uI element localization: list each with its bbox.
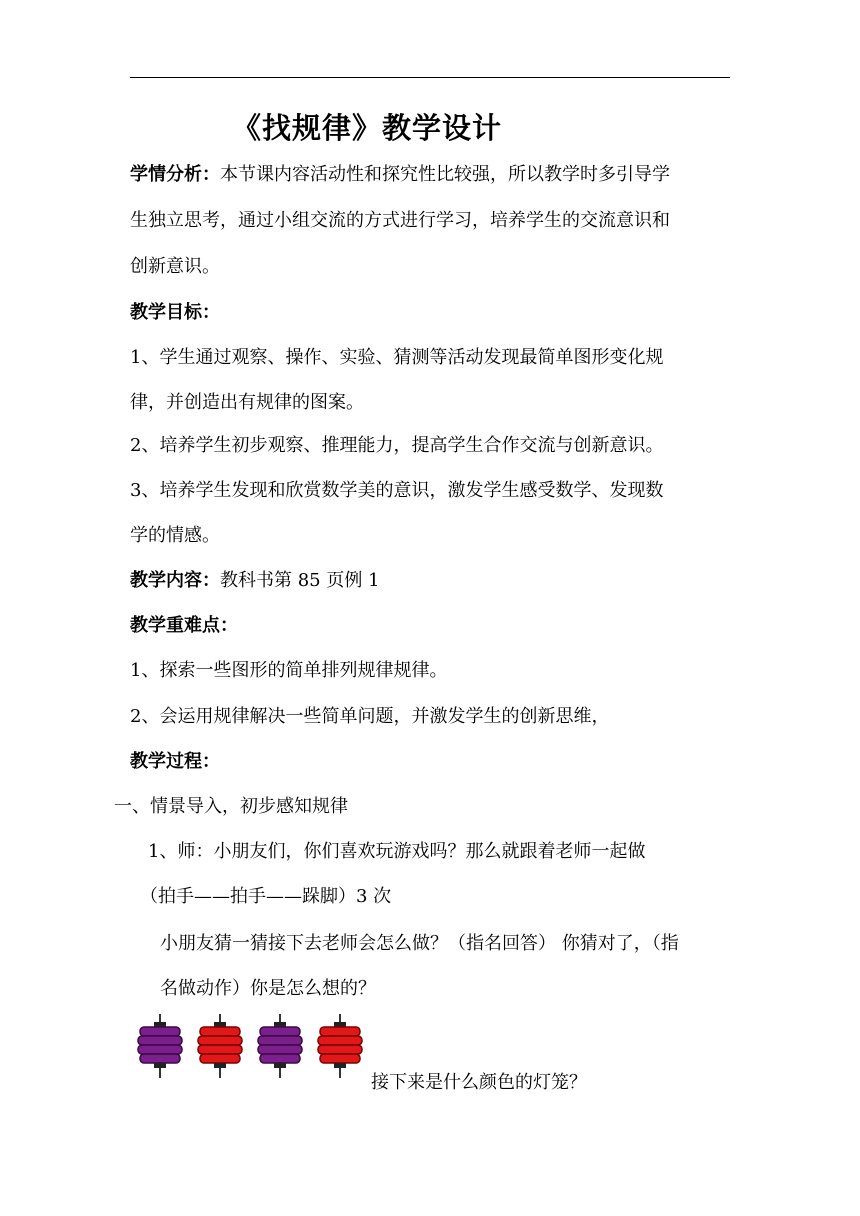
content-label: 教学内容： [130,570,220,591]
situation-paragraph-line1 [130,160,670,186]
keypoints-heading: 教学重难点： [130,615,238,636]
situation-paragraph-line3: 创新意识。 [130,256,220,277]
step-1-line1: 1、师：小朋友们，你们喜欢玩游戏吗？那么就跟着老师一起做 [148,841,646,862]
step-1-line2: （拍手——拍手——跺脚）3 次 [140,886,392,907]
section-1-heading: 一、情景导入，初步感知规律 [114,796,348,817]
content-text: 教科书第 85 页例 1 [220,570,380,591]
header-rule [130,77,730,78]
objective-1-line2: 律，并创造出有规律的图案。 [130,392,364,413]
lantern-purple-1 [138,1014,182,1078]
lantern-question: 接下来是什么颜色的灯笼？ [371,1072,587,1093]
document-title: 《找规律》教学设计 [232,111,503,145]
objective-2: 2、培养学生初步观察、推理能力，提高学生合作交流与创新意识。 [130,435,664,456]
objective-3-line2: 学的情感。 [130,525,220,546]
situation-paragraph-line2: 生独立思考，通过小组交流的方式进行学习，培养学生的交流意识和 [130,210,670,231]
content-paragraph [130,566,380,592]
keypoint-1: 1、探索一些图形的简单排列规律规律。 [130,660,448,681]
lantern-red-2 [318,1014,362,1078]
keypoint-2: 2、会运用规律解决一些简单问题，并激发学生的创新思维， [130,706,610,727]
step-1-line3: 小朋友猜一猜接下去老师会怎么做？（指名回答） 你猜对了，（指 [160,933,679,954]
objectives-heading: 教学目标： [130,302,220,323]
situation-label: 学情分析： [130,164,220,185]
lantern-purple-2 [258,1014,302,1078]
step-1-line4: 名做动作）你是怎么想的？ [160,978,376,999]
objective-1-line1: 1、学生通过观察、操作、实验、猜测等活动发现最简单图形变化规 [130,347,664,368]
situation-text: 本节课内容活动性和探究性比较强，所以教学时多引导学 [220,164,670,185]
process-heading: 教学过程： [130,751,220,772]
lantern-sequence-image [130,1012,366,1084]
objective-3-line1: 3、培养学生发现和欣赏数学美的意识，激发学生感受数学、发现数 [130,480,664,501]
lantern-red-1 [198,1014,242,1078]
